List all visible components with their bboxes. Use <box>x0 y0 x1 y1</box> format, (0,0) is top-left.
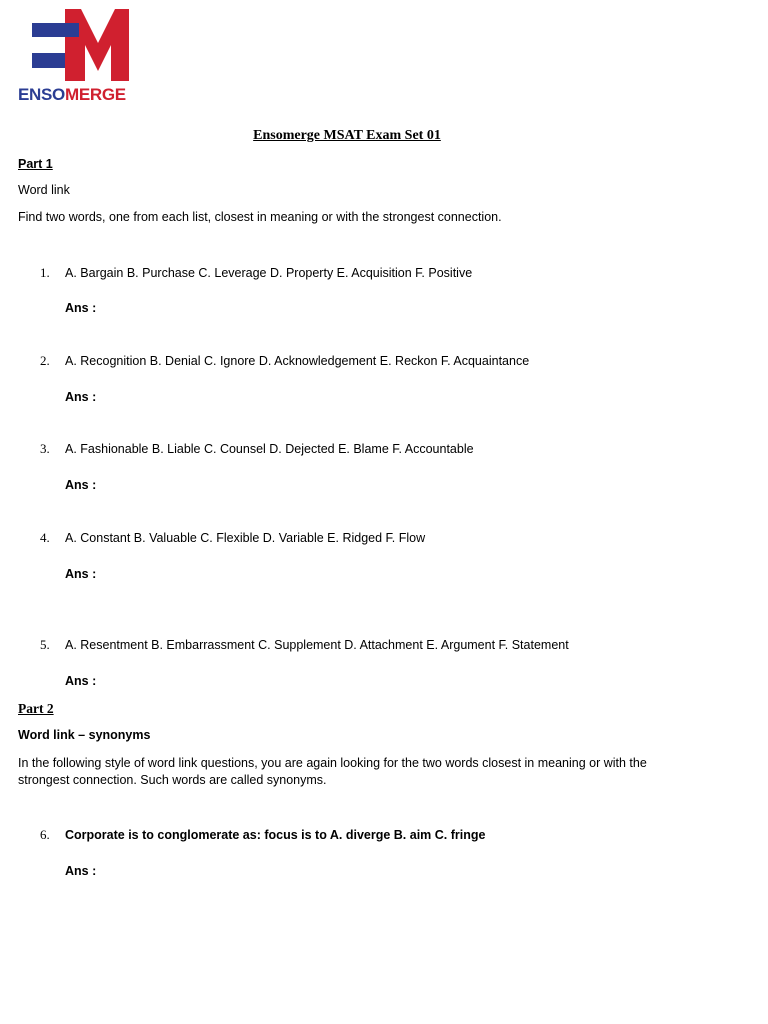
part2-instruction: In the following style of word link questions, you are again looking for the two words closest in meaning or with the strongest connection. Such words are called synonyms. <box>18 756 647 787</box>
answer-label: Ans : <box>65 301 97 315</box>
part1-heading: Part 1 <box>18 157 53 171</box>
question-number: 5. <box>40 637 50 652</box>
question-text: A. Bargain B. Purchase C. Leverage D. Property E. Acquisition F. Positive <box>65 266 473 280</box>
question-text: A. Fashionable B. Liable C. Counsel D. Dejected E. Blame F. Accountable <box>65 442 474 456</box>
question-text: A. Constant B. Valuable C. Flexible D. Variable E. Ridged F. Flow <box>65 531 426 545</box>
logo-wordmark-merge: MERGE <box>64 85 126 104</box>
question-text: A. Recognition B. Denial C. Ignore D. Acknowledgement E. Reckon F. Acquaintance <box>65 354 530 368</box>
part2-subheading: Word link – synonyms <box>18 728 151 742</box>
answer-label: Ans : <box>65 674 97 688</box>
question-number: 1. <box>40 265 50 280</box>
question-text: A. Resentment B. Embarrassment C. Supplement D. Attachment E. Argument F. Statement <box>65 638 569 652</box>
question-number: 2. <box>40 353 50 368</box>
answer-label: Ans : <box>65 390 97 404</box>
question-text: Corporate is to conglomerate as: focus is to A. diverge B. aim C. fringe <box>65 828 486 842</box>
part1-subheading: Word link <box>18 183 70 197</box>
logo-m-shape <box>65 9 129 81</box>
document-title: Ensomerge MSAT Exam Set 01 <box>253 128 441 143</box>
logo-wordmark-enso: ENSO <box>18 85 65 104</box>
logo-f-middle-bar <box>32 53 65 68</box>
question-number: 4. <box>40 530 50 545</box>
question-number: 6. <box>40 827 50 842</box>
answer-label: Ans : <box>65 478 97 492</box>
logo-wordmark <box>18 85 126 105</box>
logo-f-top-bar <box>32 23 79 37</box>
part1-instruction: Find two words, one from each list, closest in meaning or with the strongest connection. <box>18 210 502 224</box>
answer-label: Ans : <box>65 567 97 581</box>
question-number: 3. <box>40 441 50 456</box>
answer-label: Ans : <box>65 864 97 878</box>
part2-heading: Part 2 <box>18 701 54 716</box>
